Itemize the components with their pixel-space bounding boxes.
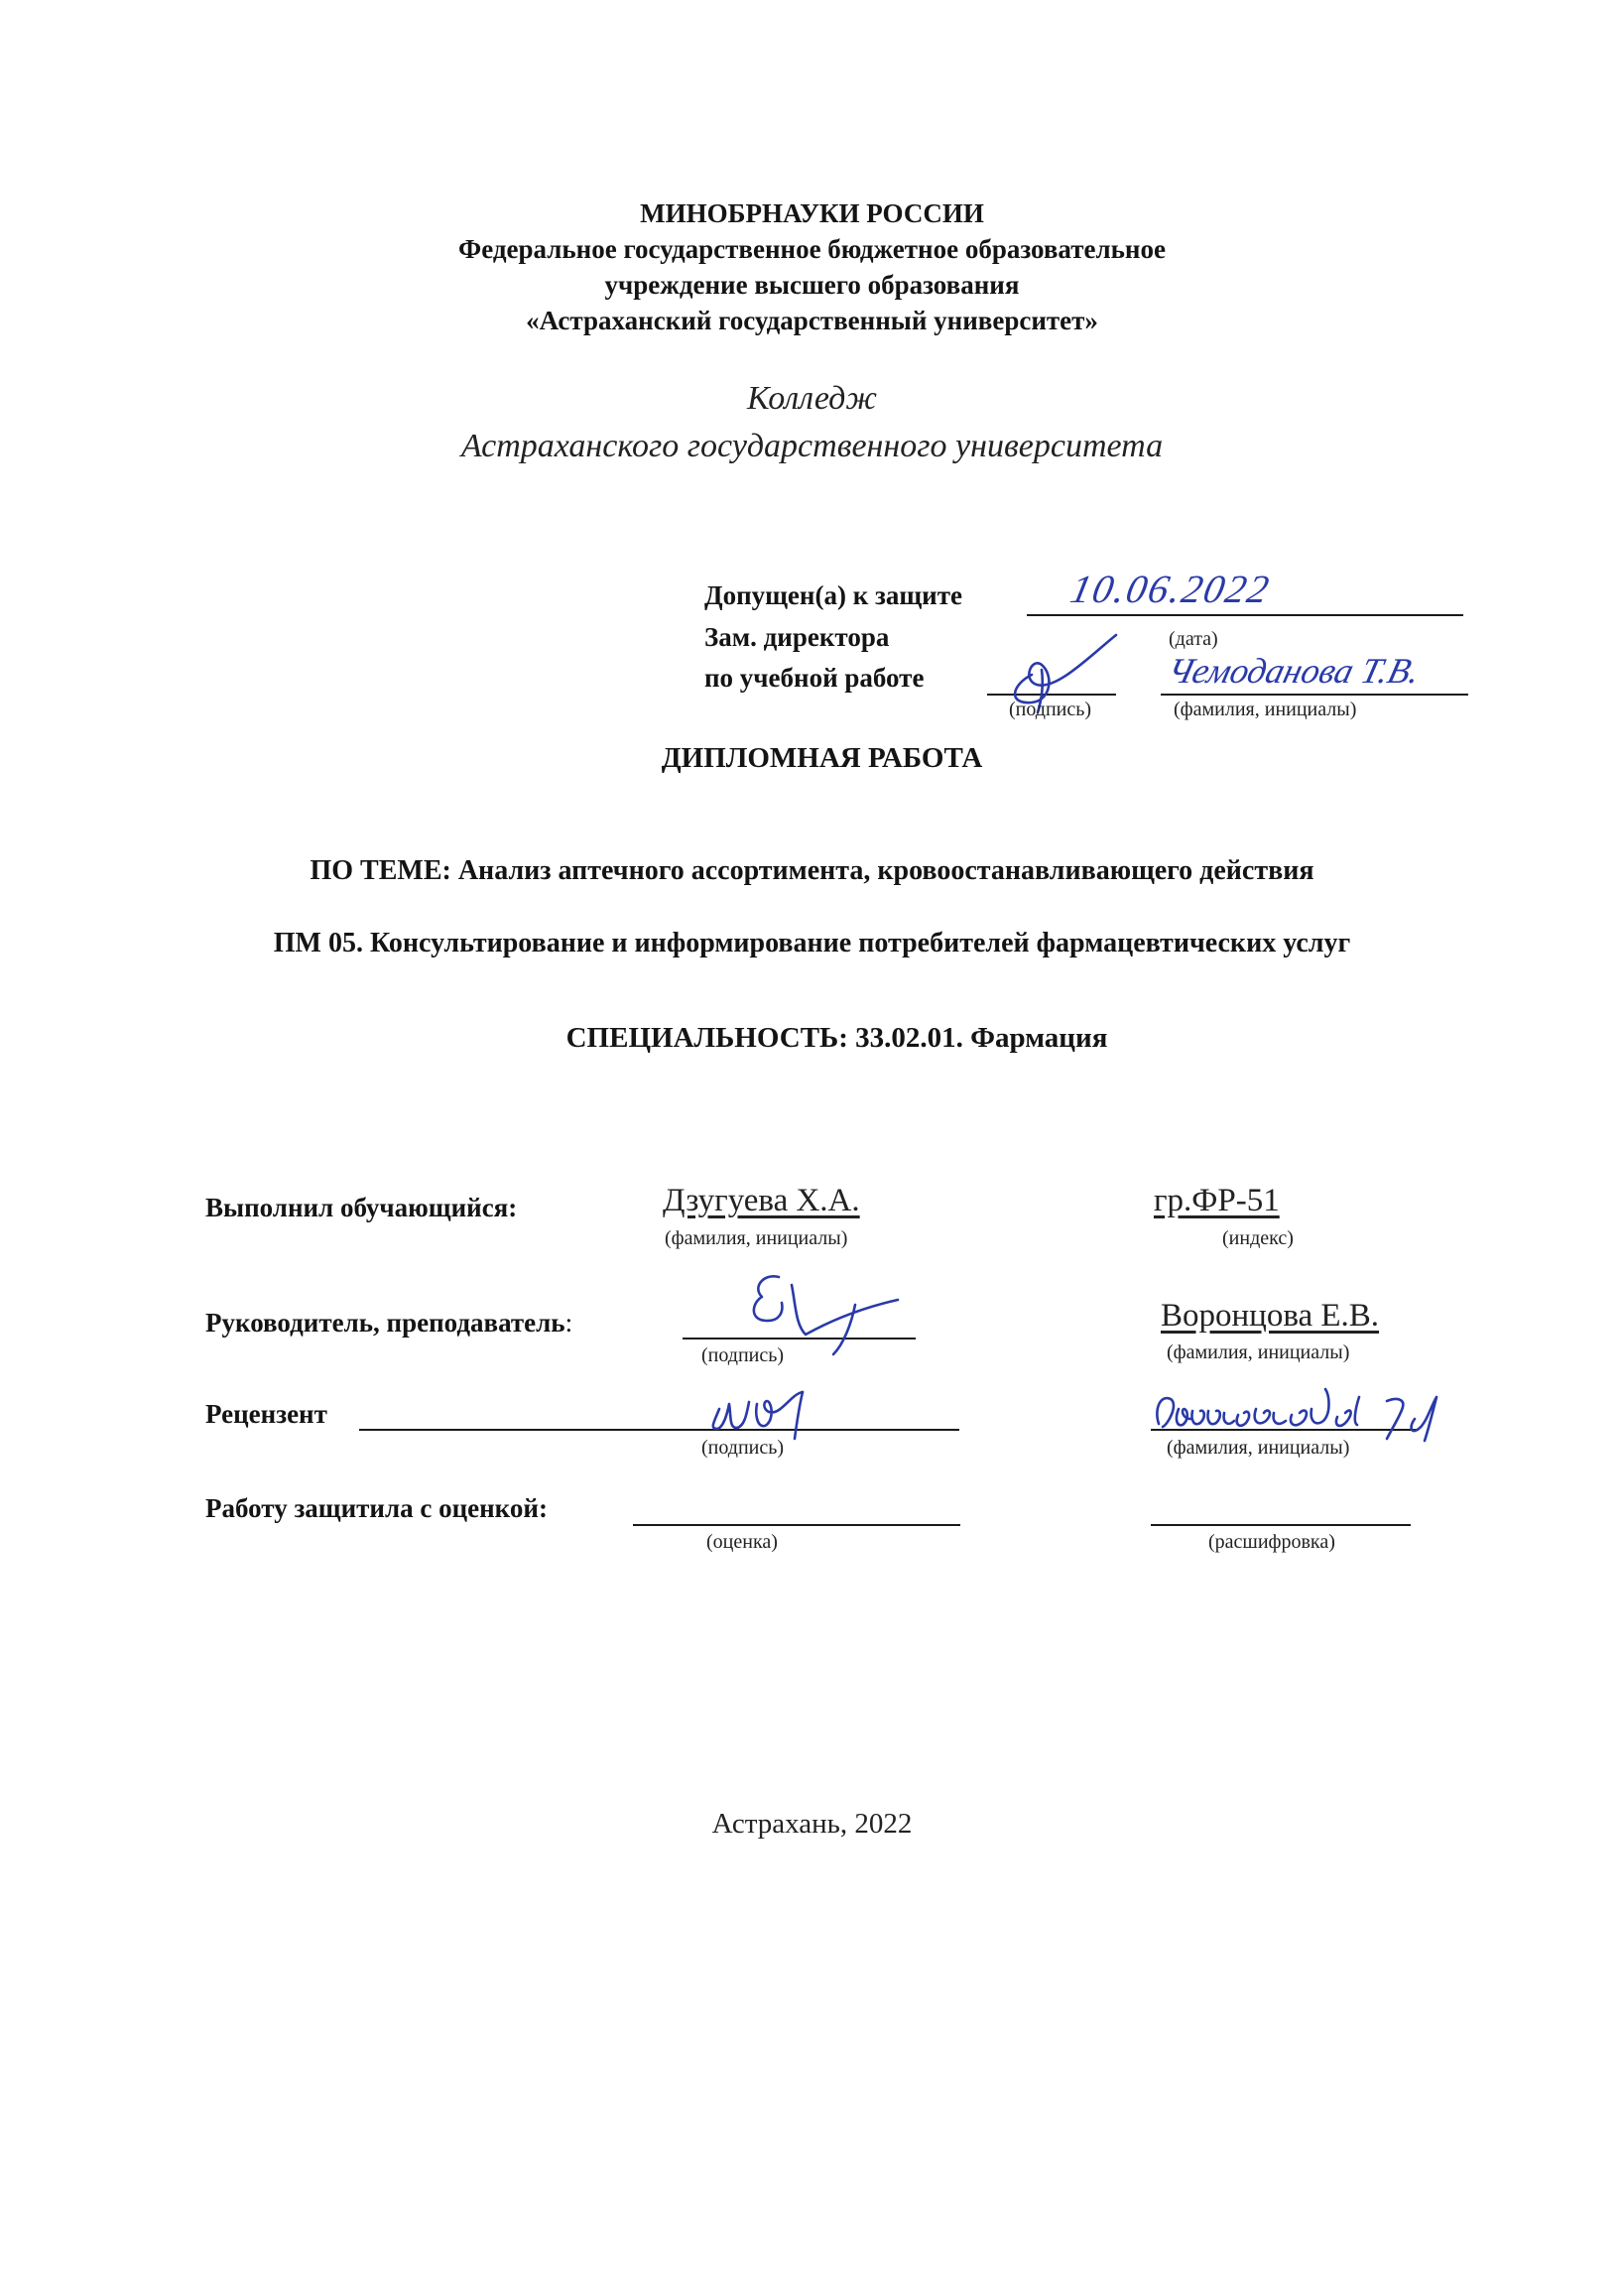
supervisor-name-caption: (фамилия, инициалы)	[1167, 1341, 1350, 1363]
document-type: ДИПЛОМНАЯ РАБОТА	[661, 742, 983, 774]
admitted-label: Допущен(а) к защите	[704, 580, 962, 610]
grade-caption: (оценка)	[706, 1531, 778, 1553]
institution-line-1: Федеральное государственное бюджетное образовательное	[458, 234, 1166, 264]
reviewer-name-caption: (фамилия, инициалы)	[1167, 1437, 1350, 1459]
document-specialty: СПЕЦИАЛЬНОСТЬ: 33.02.01. Фармация	[565, 1022, 1108, 1054]
deputy-label-line-2: по учебной работе	[704, 663, 925, 693]
college-line-1: Колледж	[746, 380, 877, 417]
admitted-date-handwritten: 10.06.2022	[1066, 567, 1275, 611]
student-label: Выполнил обучающийся:	[205, 1193, 518, 1222]
deputy-name-line	[1161, 694, 1468, 696]
institution-line-2: учреждение высшего образования	[604, 270, 1020, 300]
reviewer-label: Рецензент	[205, 1399, 327, 1429]
supervisor-signature-caption: (подпись)	[701, 1344, 785, 1366]
document-module: ПМ 05. Консультирование и информирование потребителей фармацевтических услуг	[273, 928, 1351, 958]
date-caption: (дата)	[1169, 628, 1218, 650]
college-line-2: Астраханского государственного университета	[460, 428, 1164, 464]
supervisor-label-colon: :	[564, 1308, 573, 1338]
student-name-caption: (фамилия, инициалы)	[665, 1227, 848, 1249]
deputy-name-caption: (фамилия, инициалы)	[1174, 699, 1357, 720]
reviewer-signature-line	[359, 1429, 959, 1431]
decoding-caption: (расшифровка)	[1208, 1531, 1335, 1553]
deputy-label-line-1: Зам. директора	[704, 622, 890, 652]
student-group: гр.ФР-51	[1154, 1183, 1280, 1218]
grade-label: Работу защитила с оценкой:	[205, 1493, 548, 1523]
supervisor-label-text: Руководитель, преподаватель	[205, 1308, 565, 1338]
deputy-signature-caption: (подпись)	[1009, 699, 1092, 720]
reviewer-signature-caption: (подпись)	[701, 1437, 785, 1459]
supervisor-label	[205, 1308, 572, 1339]
decoding-line	[1151, 1524, 1411, 1526]
document-topic: ПО ТЕМЕ: Анализ аптечного ассортимента, кровоостанавливающего действия	[310, 855, 1314, 886]
ministry-title: МИНОБРНАУКИ РОССИИ	[640, 198, 984, 228]
grade-line	[633, 1524, 960, 1526]
student-name: Дзугуева Х.А.	[663, 1183, 860, 1218]
deputy-name-handwritten: Чемоданова Т.В.	[1164, 651, 1425, 691]
university-name: «Астраханский государственный университет»	[526, 306, 1098, 335]
admitted-date-line	[1027, 614, 1463, 616]
student-group-caption: (индекс)	[1222, 1227, 1294, 1249]
supervisor-name: Воронцова Е.В.	[1161, 1298, 1380, 1334]
place-year: Астрахань, 2022	[711, 1808, 913, 1840]
reviewer-signature	[699, 1374, 858, 1444]
